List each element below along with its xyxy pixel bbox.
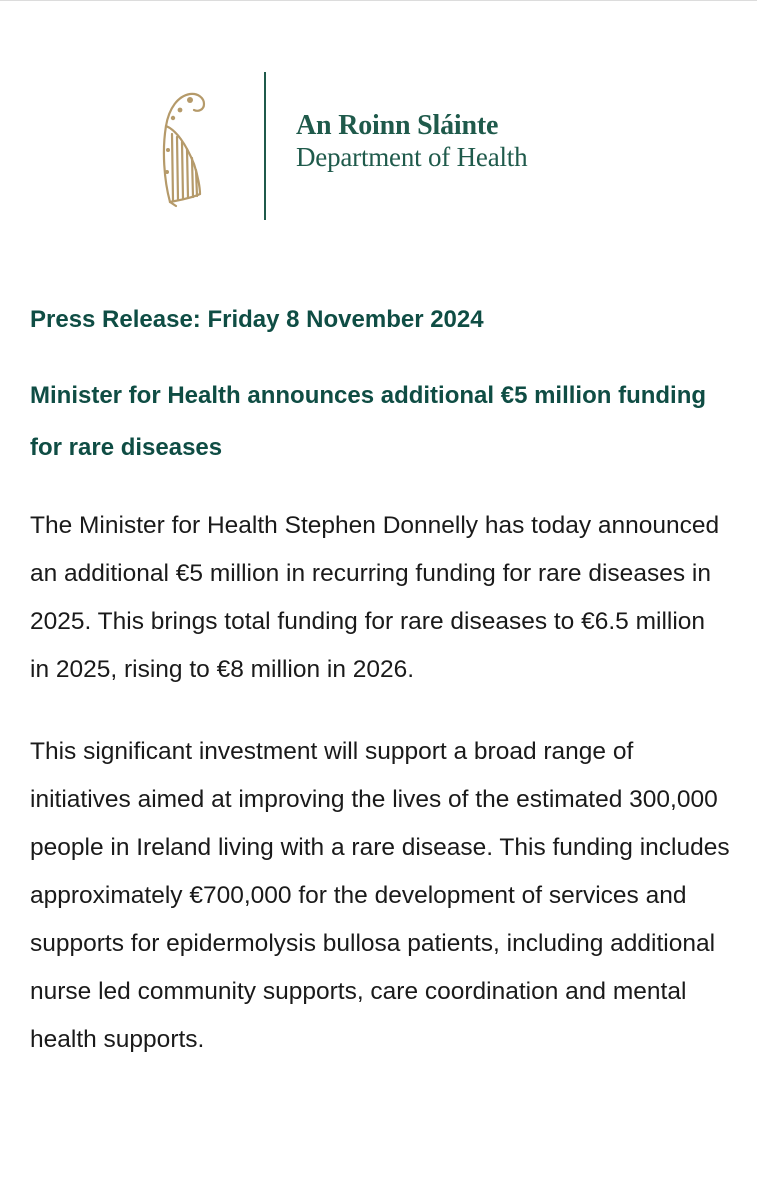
department-name-irish: An Roinn Sláinte bbox=[296, 110, 499, 141]
department-logo bbox=[160, 72, 600, 222]
logo-divider bbox=[264, 72, 266, 220]
press-release-body bbox=[30, 298, 730, 1064]
department-name bbox=[296, 110, 527, 173]
harp-icon bbox=[160, 90, 210, 208]
body-paragraph: The Minister for Health Stephen Donnelly has today announced an additional €5 million in recurring funding for rare diseases in 2025. This brings total funding for rare diseases to €6.5 million in 2025, rising to €8 million in 2026. bbox=[30, 512, 720, 683]
body-paragraph: This significant investment will support a broad range of initiatives aimed at improving the lives of the estimated 300,000 people in Ireland living with a rare disease. This funding includes approximately €700,000 for the development of services and supports for epidermolysis bullosa patients, including additional nurse led community supports, care coordination and mental health supports. bbox=[30, 738, 730, 1053]
press-release-date: Press Release: Friday 8 November 2024 bbox=[30, 306, 484, 333]
top-divider bbox=[0, 0, 757, 1]
press-release-headline: Minister for Health announces additional €5 million funding for rare diseases bbox=[30, 382, 707, 461]
department-name-english: Department of Health bbox=[296, 142, 528, 173]
